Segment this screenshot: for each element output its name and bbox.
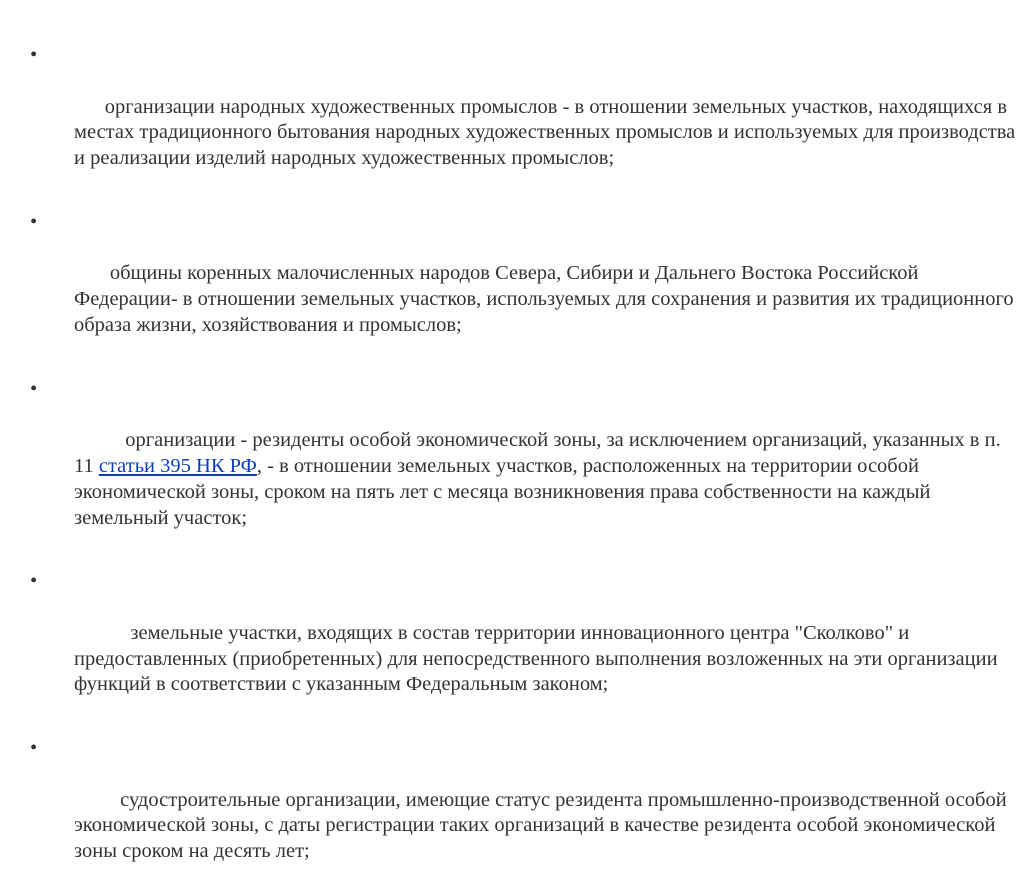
list-item-text: судостроительные организации, имеющие статус резидента промышленно-производственной особой экономической зоны, с даты регистрации таких организаций в качестве резидента особой экономической зоны сроком на десять лет;: [74, 788, 1012, 863]
list-item-text-after: , - в отношении земельных участков, расположенных на территории особой экономической зоны, сроком на пять лет с месяца возникновения права собственности на каждый земельный участок;: [74, 454, 936, 529]
list-item: [30, 43, 1020, 198]
list-item-text: земельные участки, входящих в состав территории инновационного центра "Сколково" и предоставленных (приобретенных) для непосредственного выполнения возложенных на эти организации функций в соответствии с указанным Федеральным законом;: [74, 621, 1003, 696]
tax-code-article-link[interactable]: статьи 395 НК РФ: [98, 454, 257, 477]
list-item: [30, 377, 1020, 558]
list-item: [30, 210, 1020, 365]
list-item-text: [74, 429, 1006, 528]
bullet-icon: •: [30, 377, 38, 400]
bullet-list: [30, 43, 1020, 891]
bullet-icon: •: [30, 210, 38, 233]
bullet-icon: •: [30, 44, 38, 66]
bullet-icon: •: [30, 570, 38, 593]
list-item-text-before: организации - резиденты особой экономической зоны, за исключением организаций, указанных в п. 11: [74, 429, 1006, 477]
list-item-text: организации народных художественных промыслов - в отношении земельных участков, находящихся в местах традиционного бытования народных художественных промыслов и используемых для производства и реализации изделий народных художественных промыслов;: [74, 95, 1021, 170]
bullet-icon: •: [30, 736, 38, 759]
list-item: [30, 569, 1020, 724]
list-item-text: общины коренных малочисленных народов Севера, Сибири и Дальнего Востока Российской Федерации- в отношении земельных участков, используемых для сохранения и развития их традиционного образа жизни, хозяйствования и промыслов;: [74, 262, 1019, 336]
list-item: [30, 736, 1020, 891]
